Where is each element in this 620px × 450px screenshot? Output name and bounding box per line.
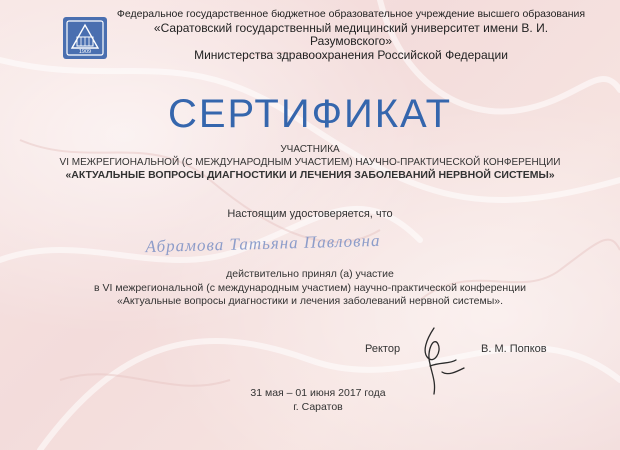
certificate-title: СЕРТИФИКАТ bbox=[167, 92, 453, 136]
event-dates: 31 мая – 01 июня 2017 года bbox=[250, 387, 386, 399]
participant-role: УЧАСТНИКА bbox=[280, 144, 340, 155]
issuer-line-3: Министерства здравоохранения Российской Федерации bbox=[194, 47, 508, 62]
confirmation-block bbox=[0, 268, 620, 309]
participant-name-handwritten bbox=[128, 222, 398, 262]
university-emblem-icon bbox=[62, 16, 108, 60]
issuer-line-1: Федеральное государственное бюджетное образовательное учреждение высшего образования bbox=[116, 8, 586, 20]
confirmation-line-3: «Актуальные вопросы диагностики и лечения заболеваний нервной системы». bbox=[117, 295, 503, 307]
conference-name: VI МЕЖРЕГИОНАЛЬНОЙ (С МЕЖДУНАРОДНЫМ УЧАСТИЕМ) НАУЧНО-ПРАКТИЧЕСКОЙ КОНФЕРЕНЦИИ bbox=[59, 156, 561, 168]
rector-name: В. М. Попков bbox=[481, 343, 547, 355]
participant-name: Абрамова Татьяна Павловна bbox=[145, 230, 381, 257]
event-city: г. Саратов bbox=[293, 401, 343, 413]
conference-block bbox=[0, 144, 620, 182]
confirmation-line-1: действительно принял (а) участие bbox=[226, 268, 394, 280]
confirmation-line-2: в VI межрегиональной (с международным участием) научно-практической конференции bbox=[94, 281, 526, 294]
issuer-line-2: «Саратовский государственный медицинский университет имени В. И. Разумовского» bbox=[153, 20, 549, 48]
attest-text: Настоящим удостоверяется, что bbox=[227, 208, 393, 220]
rector-label: Ректор bbox=[365, 343, 401, 355]
issuer-header bbox=[116, 8, 586, 62]
date-place bbox=[0, 386, 620, 414]
conference-topic: «АКТУАЛЬНЫЕ ВОПРОСЫ ДИАГНОСТИКИ И ЛЕЧЕНИЯ ЗАБОЛЕВАНИЙ НЕРВНОЙ СИСТЕМЫ» bbox=[65, 169, 555, 181]
logo-year: 1909 bbox=[78, 49, 92, 55]
